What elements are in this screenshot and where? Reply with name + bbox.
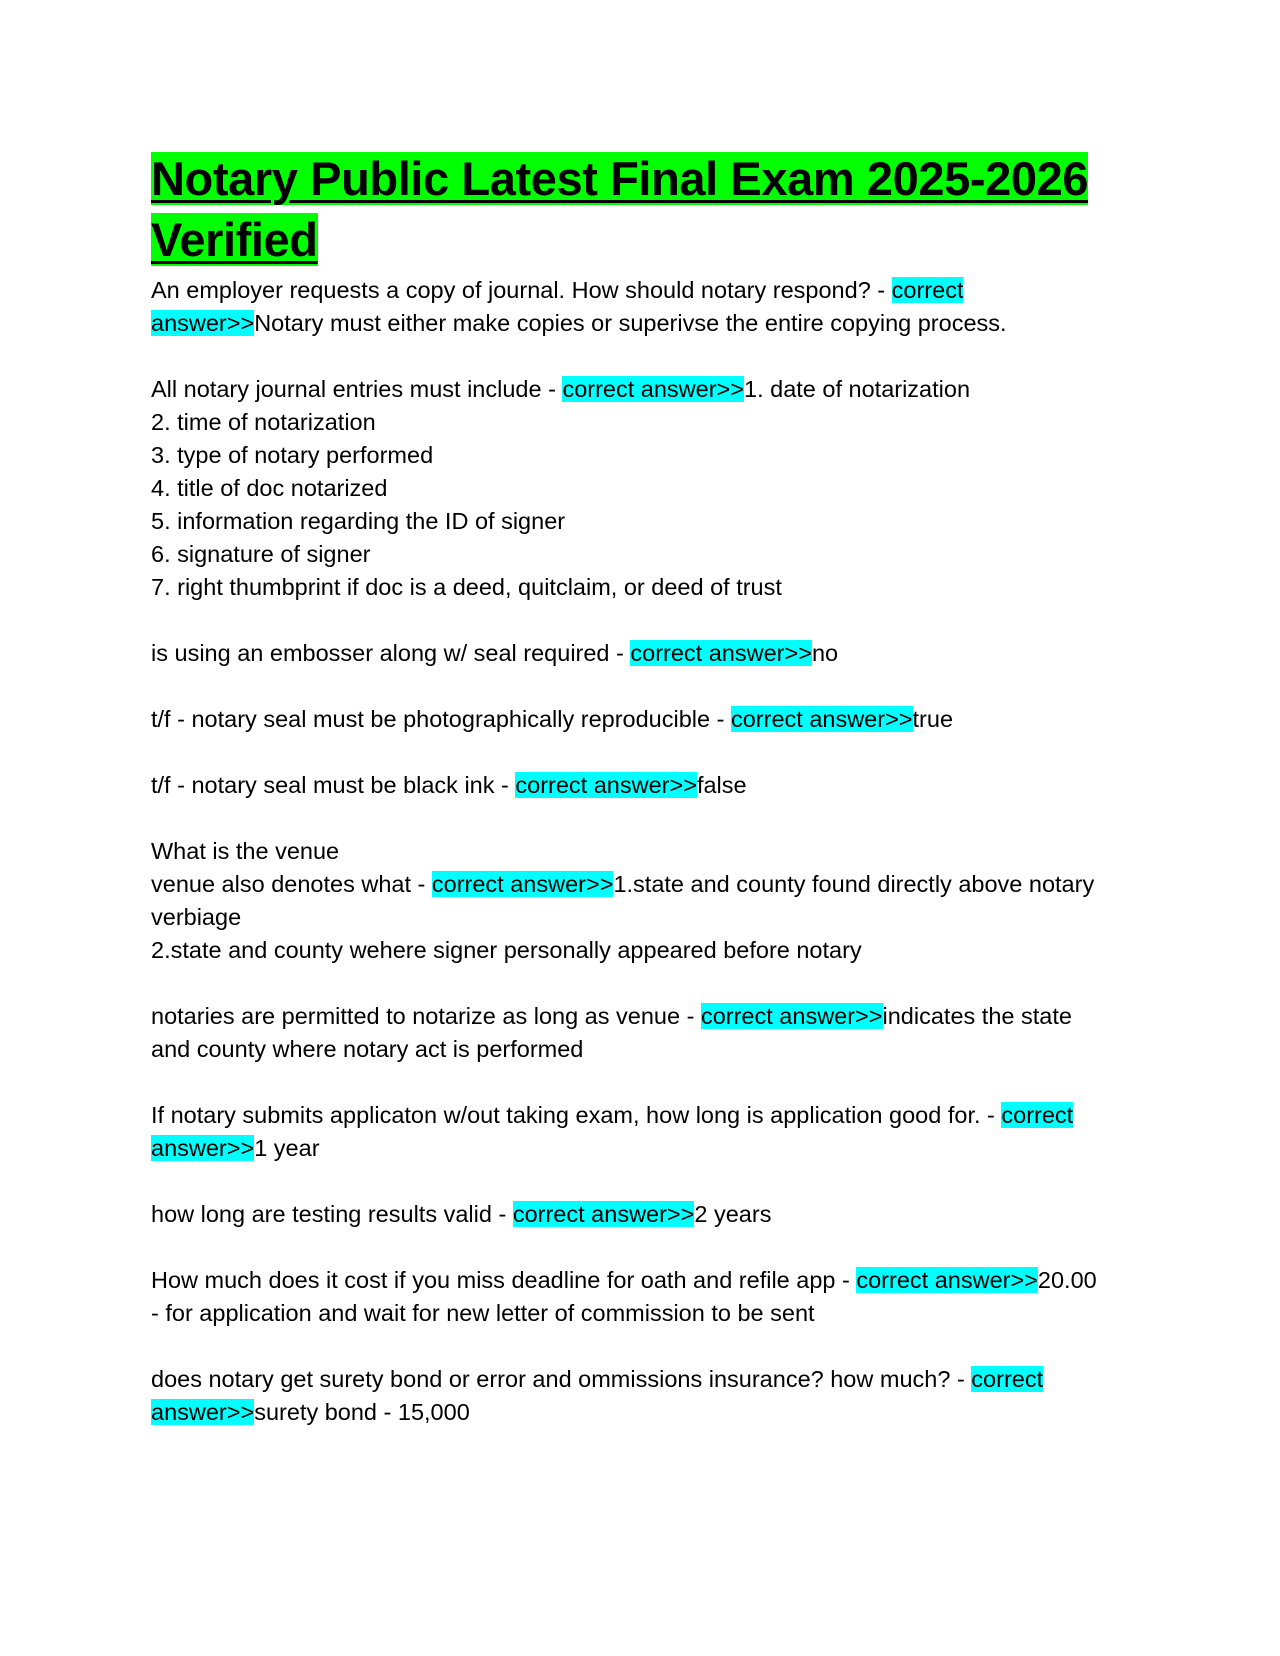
question-text: If notary submits applicaton w/out taking exam, how long is application good for. - bbox=[151, 1102, 1002, 1128]
question-text: t/f - notary seal must be black ink - bbox=[151, 772, 516, 798]
question-text: does notary get surety bond or error and ommissions insurance? how much? - bbox=[151, 1366, 972, 1392]
qa-item-9 bbox=[151, 1198, 1111, 1231]
question-text: What is the venue venue also denotes what - bbox=[151, 838, 426, 897]
qa-item-11 bbox=[151, 1363, 1111, 1429]
question-text: t/f - notary seal must be photographically reproducible - bbox=[151, 706, 731, 732]
answer-marker: correct answer>> bbox=[151, 1102, 1074, 1161]
qa-item-5 bbox=[151, 769, 1111, 802]
qa-item-10 bbox=[151, 1264, 1111, 1330]
question-text: how long are testing results valid - bbox=[151, 1201, 513, 1227]
answer-text: 1. date of notarization 2. time of notarization 3. type of notary performed 4. title of doc notarized 5. information regarding the ID of signer 6. signature of signer 7. right thumbprint if doc is a deed, quitclaim, or deed of trust bbox=[151, 376, 971, 600]
question-text: notaries are permitted to notarize as long as venue - bbox=[151, 1003, 701, 1029]
title-highlight: Notary Public Latest Final Exam 2025-2026 Verified bbox=[151, 152, 1089, 266]
document-title bbox=[151, 148, 1111, 270]
answer-marker: correct answer>> bbox=[630, 640, 812, 666]
question-text: is using an embosser along w/ seal required - bbox=[151, 640, 631, 666]
answer-text: 2 years bbox=[694, 1201, 772, 1227]
qa-item-7 bbox=[151, 1000, 1111, 1066]
document-page bbox=[151, 148, 1111, 1462]
qa-item-2 bbox=[151, 373, 1111, 604]
answer-marker: correct answer>> bbox=[151, 277, 964, 336]
answer-marker: correct answer>> bbox=[730, 706, 913, 732]
answer-text: indicates the state and county where notary act is performed bbox=[151, 1003, 1072, 1062]
answer-text: 20.00 - for application and wait for new letter of commission to be sent bbox=[151, 1267, 1097, 1326]
answer-marker: correct answer>> bbox=[856, 1267, 1038, 1293]
question-text: How much does it cost if you miss deadline for oath and refile app - bbox=[151, 1267, 857, 1293]
answer-text: surety bond - 15,000 bbox=[254, 1399, 470, 1425]
answer-text: no bbox=[811, 640, 839, 666]
question-text: All notary journal entries must include - bbox=[151, 376, 563, 402]
answer-marker: correct answer>> bbox=[512, 1201, 695, 1227]
answer-text: 1 year bbox=[254, 1135, 320, 1161]
question-text: An employer requests a copy of journal. How should notary respond? - bbox=[151, 277, 892, 303]
answer-marker: correct answer>> bbox=[431, 871, 614, 897]
answer-marker: correct answer>> bbox=[515, 772, 697, 798]
answer-text: 1.state and county found directly above notary verbiage 2.state and county wehere signer personally appeared before notary bbox=[151, 871, 1095, 963]
answer-text: false bbox=[696, 772, 747, 798]
qa-item-8 bbox=[151, 1099, 1111, 1165]
answer-marker: correct answer>> bbox=[700, 1003, 883, 1029]
answer-text: true bbox=[912, 706, 954, 732]
answer-marker: correct answer>> bbox=[151, 1366, 1044, 1425]
qa-item-1 bbox=[151, 274, 1111, 340]
answer-marker: correct answer>> bbox=[562, 376, 744, 402]
answer-text: Notary must either make copies or superivse the entire copying process. bbox=[254, 310, 1007, 336]
qa-item-3 bbox=[151, 637, 1111, 670]
qa-item-4 bbox=[151, 703, 1111, 736]
qa-item-6 bbox=[151, 835, 1111, 967]
